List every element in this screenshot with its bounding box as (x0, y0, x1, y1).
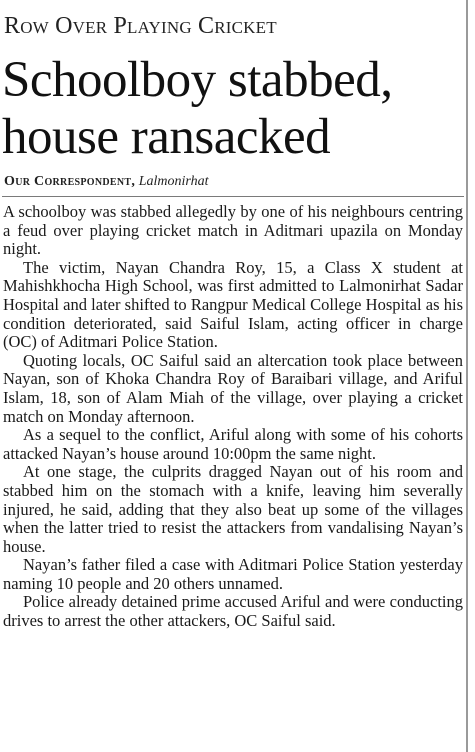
article-paragraph: Nayan’s father filed a case with Aditmari Police Station yesterday naming 10 people and 20 others unnamed. (3, 555, 463, 593)
byline-author: Our Correspondent, (4, 174, 136, 189)
article-paragraph: A schoolboy was stabbed allegedly by one of his neighbours centring a feud over playing cricket match in Aditmari upazila on Monday night. (3, 202, 463, 259)
kicker-heading: Row Over Playing Cricket (4, 13, 277, 39)
article-paragraph: At one stage, the culprits dragged Nayan out of his room and stabbed him on the stomach with a knife, leaving him severally injured, he said, adding that they also beat up some of the villages when the latter tried to resist the attackers from vandalising Nayan’s house. (3, 462, 463, 556)
article-paragraph: Police already detained prime accused Ariful and were conducting drives to arrest the other attackers, OC Saiful said. (3, 592, 463, 631)
byline (4, 173, 208, 190)
headline-line-1: Schoolboy stabbed, (2, 52, 393, 108)
article-paragraph: Quoting locals, OC Saiful said an altercation took place between Nayan, son of Khoka Chandra Roy of Baraibari village, and Ariful Islam, 18, son of Alam Miah of the village, over playing a cricket match on Monday afternoon. (3, 350, 463, 426)
byline-location: Lalmonirhat (138, 174, 209, 189)
article-paragraph: As a sequel to the conflict, Ariful along with some of his cohorts attacked Nayan’s house around 10:00pm the same night. (3, 425, 463, 463)
column-rule (466, 0, 468, 752)
headline (2, 52, 464, 166)
article-paragraph: The victim, Nayan Chandra Roy, 15, a Class X student at Mahishkhocha High School, was first admitted to Lalmonirhat Sadar Hospital and later shifted to Rangpur Medical College Hospital as his condition deteriorated, said Saiful Islam, acting officer in charge (OC) of Aditmari Police Station. (3, 257, 463, 352)
article-body (3, 203, 463, 631)
headline-line-2: house ransacked (2, 109, 331, 165)
byline-divider (2, 196, 464, 197)
